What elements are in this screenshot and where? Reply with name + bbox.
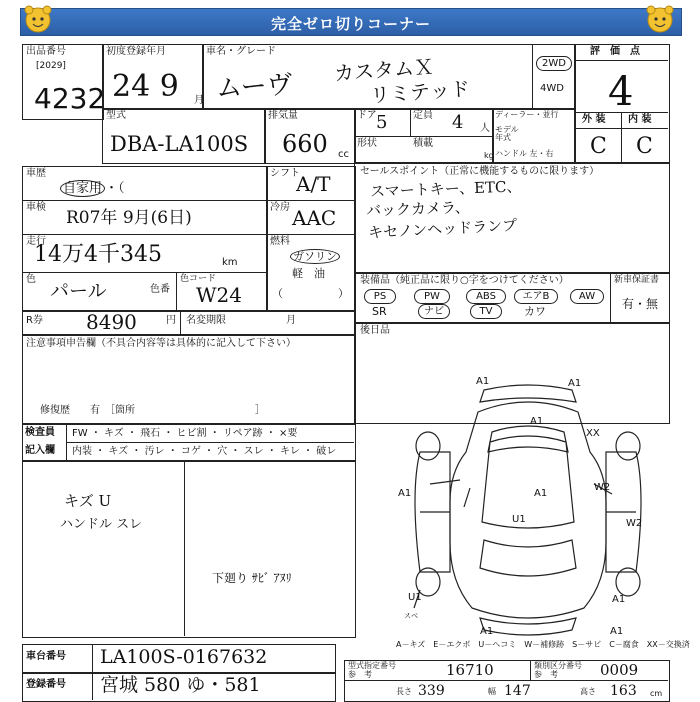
car-type-label: 車歴 [26, 168, 46, 179]
fuel-gas [290, 248, 340, 264]
inspection-label: 車検 [26, 202, 46, 213]
mark-a1: A1 [476, 376, 490, 387]
inspector-note-1: キズ U [64, 492, 112, 510]
eval-label: 評 価 点 [590, 46, 640, 57]
color-no-label: 色番 [150, 284, 170, 295]
inspector-label-2: 記入欄 [25, 445, 55, 456]
sales-point-line-1: スマートキー、ETC、 [369, 177, 522, 201]
inspector-note-2: ハンドル スレ [60, 517, 143, 532]
name-change-month: 月 [286, 315, 296, 326]
divider [344, 680, 668, 681]
shift-label: シフト [270, 168, 300, 179]
fuel-other: （ ） [272, 287, 349, 300]
first-reg-value: 24 9 [112, 69, 179, 104]
mark-a1: A1 [480, 626, 494, 637]
sales-point-label: セールスポイント（正常に機能するものに限ります） [360, 166, 600, 177]
equip-tv: TV [470, 304, 502, 319]
doors-value: 5 [376, 112, 388, 133]
capacity-label: 定員 [413, 110, 433, 121]
divider [180, 310, 181, 334]
name-change-label: 名変期限 [186, 315, 226, 326]
type-cert-value: 16710 [446, 661, 494, 679]
load-label: 積載 [413, 138, 433, 149]
equip-sr: SR [372, 305, 387, 318]
person-unit: 人 [480, 123, 490, 134]
recycle-label: R券 [26, 315, 43, 326]
shape-label: 形状 [357, 138, 377, 149]
eval-score: 4 [608, 69, 634, 115]
sales-point-line-3: キセノンヘッドランプ [367, 216, 518, 242]
divider [22, 272, 266, 273]
inspector-row-1: FW ・ キズ ・ 飛石 ・ ヒビ割 ・ リペア跡 ・ ×要 [72, 428, 298, 439]
dealer-label: ディーラー・並行 [495, 110, 559, 119]
banner [20, 8, 682, 36]
inspector-label: 検査員 [25, 427, 55, 438]
car-type-suffix: ・（ [105, 181, 125, 196]
mark-a1: A1 [568, 378, 582, 389]
car-name: ムーヴ [215, 70, 294, 104]
mascot-icon [644, 4, 676, 34]
reg-label: 登録番号 [26, 679, 66, 690]
shift-value: A/T [296, 172, 331, 196]
mileage-value: 14万4千345 [34, 242, 162, 267]
model-label: 型式 [106, 110, 126, 121]
drive-2wd: 2WD [536, 56, 572, 71]
kg-unit: kg [484, 151, 494, 160]
displacement-label: 排気量 [268, 110, 298, 121]
divider [574, 60, 668, 61]
inspector-row-2: 内装 ・ キズ ・ 汚レ ・ コゲ ・ 穴 ・ スレ ・ キレ ・ 破レ [72, 446, 337, 457]
handle-label: ハンドル 左・右 [495, 149, 554, 158]
color-code-value: W24 [196, 283, 243, 307]
lot-number: 4232 [34, 82, 106, 115]
fuel-label: 燃料 [270, 236, 290, 247]
mark-xx: XX [586, 428, 600, 439]
divider [266, 234, 354, 235]
exterior-grade: C [590, 134, 607, 159]
divider [354, 136, 492, 137]
car-type-circled: 自家用 [60, 180, 105, 197]
lot-sub: [2029] [36, 61, 66, 71]
equip-abs: ABS [466, 289, 506, 304]
divider [176, 272, 177, 310]
divider [610, 272, 611, 322]
first-reg-label: 初度登録年月 [106, 46, 166, 57]
divider [410, 108, 411, 136]
height-value: 163 [610, 683, 637, 699]
divider [22, 234, 266, 235]
fuel-diesel: 軽 油 [292, 267, 325, 280]
displacement-value: 660 [282, 130, 328, 158]
equip-ps: PS [364, 289, 396, 304]
repair-history: 修復歴 有 ［箇所 ］ [40, 405, 265, 416]
mark-a1: A1 [398, 488, 412, 499]
color-code-label: 色コード [180, 274, 217, 284]
notes-label: 注意事項申告欄（不具合内容等は具体的に記入して下さい） [26, 338, 296, 349]
ref-label: 参 考 [348, 670, 372, 679]
equipment-label: 装備品（純正品に限り○字をつけてください） [360, 275, 569, 286]
banner-title: 完全ゼロ切りコーナー [270, 15, 431, 33]
chassis-label: 車台番号 [26, 651, 66, 662]
type-cert-label: 型式指定番号 [348, 661, 396, 670]
length-value: 339 [418, 683, 445, 699]
width-value: 147 [504, 683, 531, 699]
doors-label: ドア [357, 110, 377, 121]
grade-line-2: リミテッド [369, 76, 471, 108]
mascot-icon [22, 4, 54, 34]
mark-a1: A1 [610, 626, 624, 637]
mark-w2: W2 [594, 482, 611, 493]
height-label: 高さ [580, 687, 596, 696]
ac-value: AAC [292, 206, 337, 230]
damage-legend: A－キズ E－エクボ U－ヘコミ W－補修跡 S－サビ C－腐食 XX－交換済 [396, 640, 690, 649]
ref-label: 参 考 [534, 670, 558, 679]
inspection-value: R07年 9月(6日) [66, 208, 192, 228]
cc-unit: cc [338, 149, 349, 160]
divider [184, 460, 185, 636]
inspector-notes-box [22, 460, 356, 638]
mark-a1: A1 [530, 416, 544, 427]
diagram-small-note: スベ [404, 612, 418, 620]
equip-airbag: エアB [514, 289, 558, 304]
km-unit: km [222, 257, 238, 268]
lot-number-label: 出品番号 [26, 46, 66, 57]
equip-aw: AW [570, 289, 604, 304]
damage-diagram [380, 372, 676, 642]
fuel-gas-circled: ガソリン [290, 249, 340, 264]
divider [621, 112, 622, 162]
color-label: 色 [26, 274, 36, 285]
exterior-label: 外 装 [582, 114, 606, 125]
mark-a1: A1 [534, 488, 548, 499]
month-unit: 月 [194, 95, 204, 106]
warranty-label: 新車保証書 [614, 275, 660, 285]
ac-label: 冷房 [270, 202, 290, 213]
divider [532, 44, 533, 108]
capacity-value: 4 [452, 112, 464, 133]
warranty-value: 有・無 [622, 297, 659, 311]
divider [266, 200, 354, 201]
divider [66, 442, 354, 443]
divider [22, 200, 266, 201]
equip-leather: カワ [524, 305, 546, 318]
sales-point-line-2: バックカメラ、 [365, 198, 471, 220]
model-year-label: モデル年式 [495, 125, 519, 142]
chassis-value: LA100S-0167632 [100, 646, 268, 668]
model-value: DBA-LA100S [110, 132, 249, 156]
name-grade-label: 車名・グレード [206, 46, 276, 57]
interior-grade: C [636, 134, 653, 159]
class-label: 類別区分番号 [534, 661, 582, 670]
recycle-value: 8490 [86, 310, 137, 334]
inspector-note-3: 下廻り ｻﾋﾞ ｱﾇﾘ [212, 571, 292, 585]
class-value: 0009 [600, 661, 639, 679]
mileage-label: 走行 [26, 236, 46, 247]
drive-4wd: 4WD [540, 83, 564, 94]
mark-a1: A1 [612, 594, 626, 605]
length-label: 長さ [396, 687, 412, 696]
reg-value: 宮城 580 ゆ・581 [100, 674, 261, 696]
equip-pw: PW [414, 289, 450, 304]
mark-w2: W2 [626, 518, 643, 529]
mark-u1: U1 [512, 514, 526, 525]
grade-line-1: カスタムＸ [333, 54, 435, 86]
mark-u1: U1 [408, 592, 422, 603]
yen-unit: 円 [166, 315, 176, 326]
cm-unit: cm [650, 689, 663, 698]
color-value: パール [50, 280, 107, 302]
later-items-label: 後日品 [360, 325, 390, 336]
width-label: 幅 [488, 687, 496, 696]
equip-navi: ナビ [418, 304, 450, 319]
car-type-value [60, 177, 125, 196]
interior-label: 内 装 [628, 114, 652, 125]
divider [530, 660, 531, 680]
